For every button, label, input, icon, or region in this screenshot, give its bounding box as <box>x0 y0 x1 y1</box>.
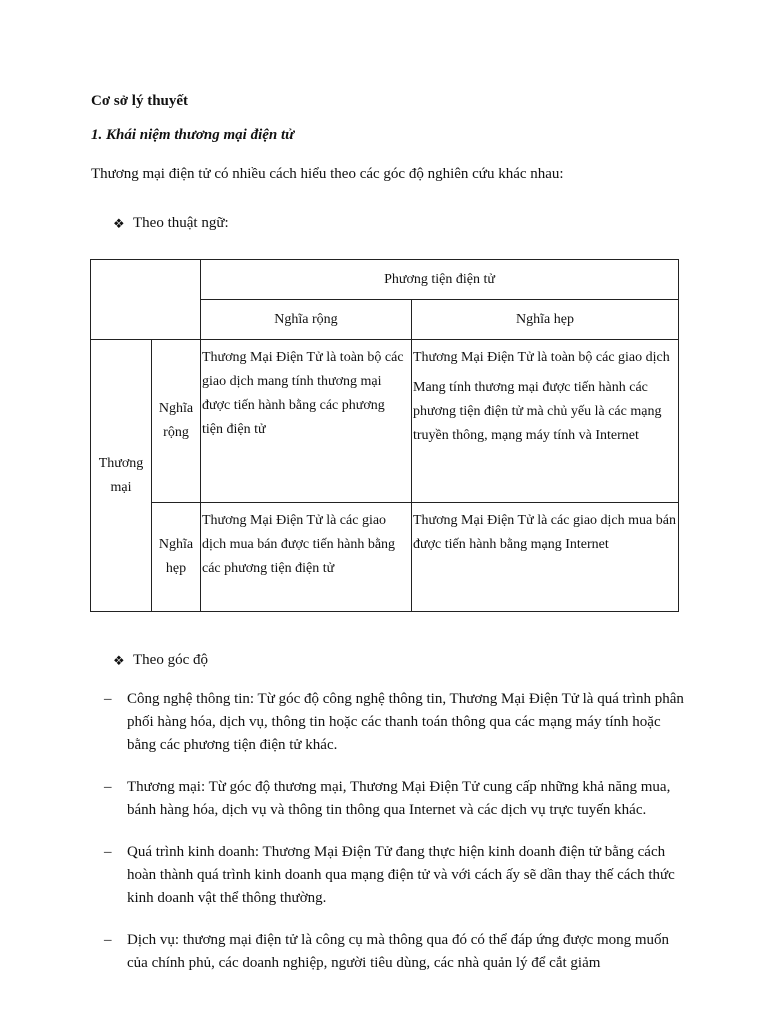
row-header-narrow: Nghĩa hẹp <box>152 503 201 612</box>
cell-narrow-narrow <box>412 503 679 612</box>
list-item <box>100 841 690 910</box>
dash-bullet-icon: – <box>104 932 112 948</box>
list-item <box>100 776 690 822</box>
cell-broad-broad <box>201 340 412 503</box>
list-item-text: Công nghệ thông tin: Từ góc độ công nghệ thông tin, Thương Mại Điện Tử là quá trình phân phối hàng hóa, dịch vụ, thông tin hoặc các thanh toán thông qua các mạng máy tính hoặc bằng các phương tiện điện tử khác. <box>127 691 684 753</box>
bullet-terms <box>113 215 229 232</box>
col-group-header: Phương tiện điện tử <box>201 260 679 300</box>
cell-text: Thương Mại Điện Tử là các giao dịch mua bán được tiến hành bằng mạng Internet <box>413 513 676 552</box>
col-header-broad: Nghĩa rộng <box>201 300 412 340</box>
cell-text: Thương Mại Điện Tử là toàn bộ các giao dịch <box>413 350 670 365</box>
bullet-perspective-label: Theo góc độ <box>133 652 208 668</box>
cell-text: Thương Mại Điện Tử là các giao dịch mua bán được tiến hành bằng các phương tiện điện tử <box>202 513 396 576</box>
dash-bullet-icon: – <box>104 691 112 707</box>
bullet-terms-label: Theo thuật ngữ: <box>133 215 229 231</box>
heading: Cơ sở lý thuyết <box>91 93 189 109</box>
list-item-text: Dịch vụ: thương mại điện tử là công cụ mà thông qua đó có thể đáp ứng được mong muốn của chính phủ, các doanh nghiệp, người tiêu dùng, các nhà quản lý để cắt giảm <box>127 932 670 971</box>
section-title: 1. Khái niệm thương mại điện tử <box>91 127 295 143</box>
cell-broad-narrow <box>412 340 679 503</box>
diamond-bullet-icon: ❖ <box>113 215 125 231</box>
row-group-header: Thương mại <box>91 340 152 612</box>
perspective-list <box>100 688 690 994</box>
list-item <box>100 929 690 975</box>
col-header-narrow: Nghĩa hẹp <box>412 300 679 340</box>
list-item <box>100 688 690 757</box>
dash-bullet-icon: – <box>104 779 112 795</box>
cell-narrow-broad <box>201 503 412 612</box>
row-header-broad: Nghĩa rộng <box>152 340 201 503</box>
list-item-text: Quá trình kinh doanh: Thương Mại Điện Tử đang thực hiện kinh doanh điện tử bằng cách hoàn thành quá trình kinh doanh qua mạng điện tử và với cách ấy sẽ dần thay thế cách thức kinh doanh vật thể thông thường. <box>127 844 675 906</box>
diamond-bullet-icon: ❖ <box>113 652 125 668</box>
bullet-perspective <box>113 652 208 669</box>
list-item-text: Thương mại: Từ góc độ thương mại, Thương Mại Điện Tử cung cấp những khả năng mua, bánh hàng hóa, dịch vụ và thông tin thông qua Internet và các dịch vụ trực tuyến khác. <box>127 779 671 818</box>
intro-paragraph: Thương mại điện tử có nhiều cách hiểu theo các góc độ nghiên cứu khác nhau: <box>91 166 564 182</box>
cell-text: Thương Mại Điện Tử là toàn bộ các giao dịch mang tính thương mại được tiến hành bằng các phương tiện điện tử <box>202 350 404 437</box>
table-corner-cell <box>91 260 201 340</box>
cell-text: Mang tính thương mại được tiến hành các phương tiện điện tử mà chủ yếu là các mạng truyền thông, mạng máy tính và Internet <box>413 380 662 443</box>
definition-table <box>90 259 679 612</box>
dash-bullet-icon: – <box>104 844 112 860</box>
